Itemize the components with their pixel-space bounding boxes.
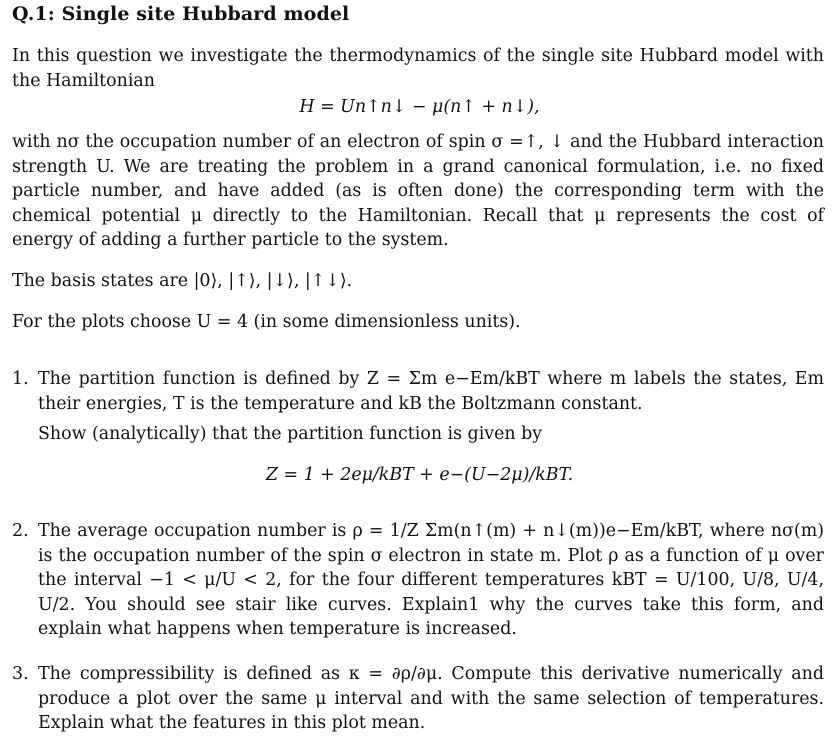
definitions-paragraph: with nσ the occupation number of an electron of spin σ =↑, ↓ and the Hubbard interaction strength U. We are treating the problem in a grand canonical formulation, i.e. no fixed particle number, and have added (as is often done) the corresponding term with the chemical potential μ directly to the Hamiltonian. Recall that μ represents the cost of energy of adding a further particle to the system. (12, 132, 824, 251)
partition-function-definition: The partition function is defined by Z = Σm e−Em/kBT where m labels the states, Em their energies, T is the temperature and kB the Boltzmann constant. (38, 369, 824, 414)
plot-parameters-paragraph: For the plots choose U = 4 (in some dimensionless units). (12, 312, 521, 332)
question-title: Q.1: Single site Hubbard model (12, 3, 350, 25)
list-item (12, 519, 824, 642)
show-instruction: Show (analytically) that the partition function is given by (38, 424, 543, 445)
list-item (12, 367, 824, 447)
partition-function-equation: Z = 1 + 2eμ/kBT + e−(U−2μ)/kBT. (265, 465, 574, 485)
item-number: 2. (12, 521, 29, 541)
item-number: 1. (12, 369, 29, 389)
item-number: 3. (12, 664, 29, 684)
basis-states-paragraph: The basis states are |0⟩, |↑⟩, |↓⟩, |↑↓⟩. (12, 271, 353, 291)
hamiltonian-equation: H = Un↑n↓ − μ(n↑ + n↓), (299, 97, 540, 117)
compressibility-task: The compressibility is defined as κ = ∂ρ/∂μ. Compute this derivative numerically and produce a plot over the same μ interval and with the same selection of temperatures. Explain what the features in this plot mean. (38, 664, 824, 734)
list-item (12, 662, 824, 736)
intro-paragraph: In this question we investigate the thermodynamics of the single site Hubbard model with the Hamiltonian (12, 46, 824, 91)
occupation-number-task: The average occupation number is ρ = 1/Z Σm(n↑(m) + n↓(m))e−Em/kBT, where nσ(m) is the occupation number of the spin σ electron in state m. Plot ρ as a function of μ over the interval −1 < μ/U < 2, for the four different temperatures kBT = U/100, U/8, U/4, U/2. You should see stair like curves. Explain1 why the curves take this form, and explain what happens when temperature is increased. (38, 521, 824, 640)
